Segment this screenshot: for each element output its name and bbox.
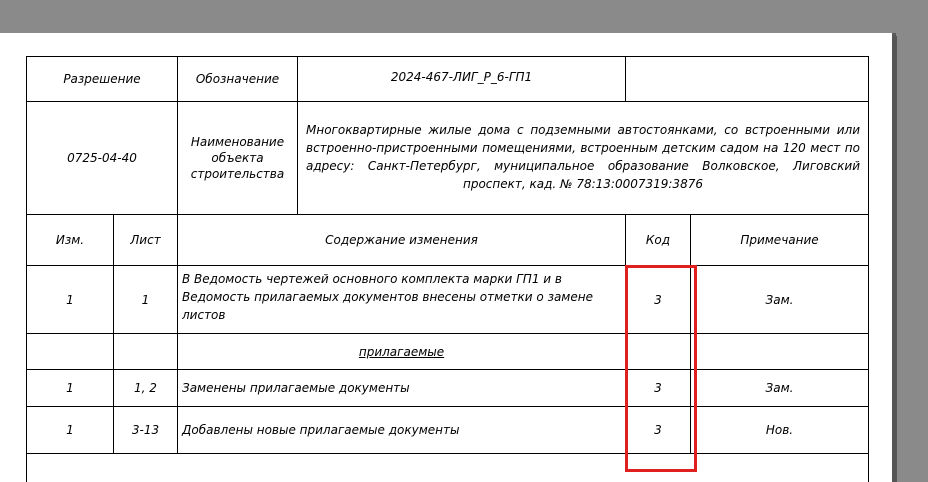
designation-extra-cell	[626, 57, 868, 101]
table-row-4-content: Добавлены новые прилагаемые документы	[182, 423, 460, 437]
table-row-3-content: Заменены прилагаемые документы	[182, 381, 410, 395]
code-column-highlight	[625, 265, 697, 472]
object-name-value: Многоквартирные жилые дома с подземными автостоянками, со встроенными или встроенно-пристроенными помещениями, встроенным детским садом на 120 мест по адресу: Санкт-Петербург, муниципальное образование Волковское, Лиговский проспект, кад. № 78:13:0007319:3876	[306, 123, 860, 191]
table-row-3-code: 3	[654, 381, 662, 395]
table-row-1-code: 3	[654, 292, 662, 307]
table-row-3-note: Зам.	[765, 381, 794, 395]
designation-label: Обозначение	[195, 72, 280, 86]
table-row-4-code: 3	[654, 423, 662, 437]
table-row-1-change-no: 1	[66, 292, 74, 307]
table-row-3-sheet: 1, 2	[134, 381, 157, 395]
table-row-4-change-no: 1	[66, 423, 74, 437]
table-row-3-change-no: 1	[66, 381, 74, 395]
column-header-note: Примечание	[740, 233, 819, 247]
object-name-label: Наименование объекта строительства	[190, 135, 285, 181]
column-header-change-no: Изм.	[55, 233, 85, 247]
column-header-code: Код	[645, 233, 671, 247]
section-heading	[178, 334, 625, 369]
table-row-1-content: В Ведомость чертежей основного комплекта марки ГП1 и в Ведомость прилагаемых документов внесены отметки о замене листов	[182, 272, 593, 322]
section-heading-text: прилагаемые	[358, 344, 445, 359]
designation-value: 2024-467-ЛИГ_Р_6-ГП1	[390, 70, 533, 84]
column-header-sheet: Лист	[130, 233, 161, 247]
table-row-1-note: Зам.	[765, 292, 794, 307]
permit-number: 0725-04-40	[67, 151, 137, 165]
permit-label: Разрешение	[63, 72, 141, 86]
table-row-4-sheet: 3-13	[131, 423, 160, 437]
column-header-content: Содержание изменения	[325, 233, 478, 247]
table-row-1-sheet: 1	[141, 292, 150, 307]
table-row-4-note: Нов.	[765, 423, 794, 437]
